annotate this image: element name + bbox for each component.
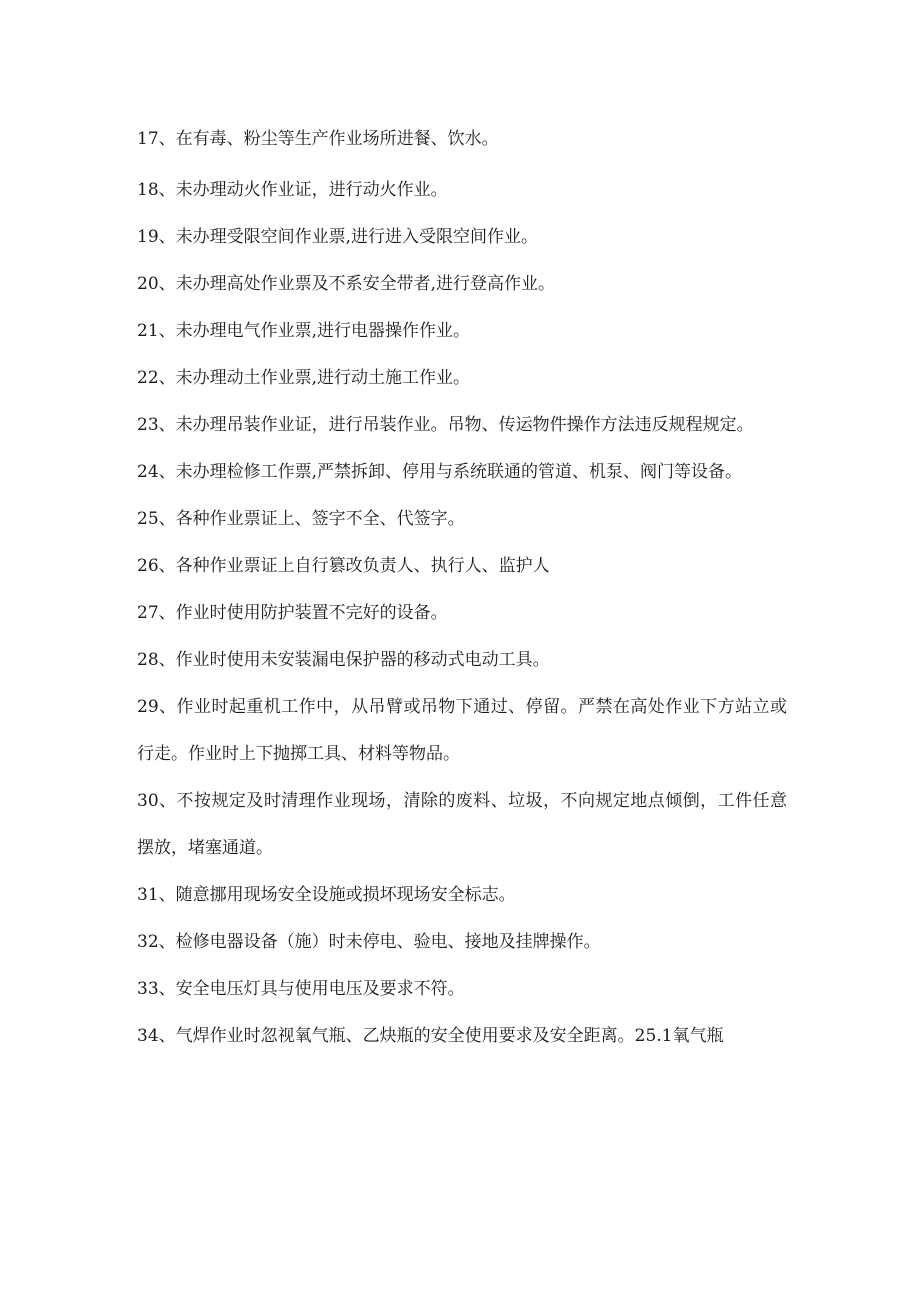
list-item-32: 32、检修电器设备（施）时未停电、验电、接地及挂牌操作。 xyxy=(137,932,601,952)
list-item-33: 33、安全电压灯具与使用电压及要求不符。 xyxy=(137,979,465,999)
list-item-22: 22、未办理动土作业票,进行动土施工作业。 xyxy=(137,368,471,388)
list-item-24: 24、未办理检修工作票,严禁拆卸、停用与系统联通的管道、机泵、阀门等设备。 xyxy=(137,462,743,482)
list-item-23: 23、未办理吊装作业证，进行吊装作业。吊物、传运物件操作方法违反规程规定。 xyxy=(137,415,754,435)
list-item-20: 20、未办理高处作业票及不系安全带者,进行登高作业。 xyxy=(137,274,556,294)
list-item-34: 34、气焊作业时忽视氧气瓶、乙炔瓶的安全使用要求及安全距离。25.1氧气瓶 xyxy=(137,1026,724,1046)
list-item-25: 25、各种作业票证上、签字不全、代签字。 xyxy=(137,509,465,529)
list-item-18: 18、未办理动火作业证，进行动火作业。 xyxy=(137,180,448,200)
list-item-28: 28、作业时使用未安装漏电保护器的移动式电动工具。 xyxy=(137,650,550,670)
document-body xyxy=(137,116,787,1060)
list-item-29: 29、作业时起重机工作中，从吊臂或吊物下通过、停留。严禁在高处作业下方站立或行走。作业时上下抛掷工具、材料等物品。 xyxy=(137,697,787,764)
list-item-31: 31、随意挪用现场安全设施或损坏现场安全标志。 xyxy=(137,885,516,905)
list-item-21: 21、未办理电气作业票,进行电器操作作业。 xyxy=(137,321,471,341)
list-item-19: 19、未办理受限空间作业票,进行进入受限空间作业。 xyxy=(137,227,539,247)
list-item-27: 27、作业时使用防护装置不完好的设备。 xyxy=(137,603,448,623)
list-item-30: 30、不按规定及时清理作业现场，清除的废料、垃圾，不向规定地点倾倒，工件任意摆放，堵塞通道。 xyxy=(137,791,787,858)
list-item-26: 26、各种作业票证上自行篡改负责人、执行人、监护人 xyxy=(137,556,550,576)
list-item-17: 17、在有毒、粉尘等生产作业场所进餐、饮水。 xyxy=(137,129,499,149)
